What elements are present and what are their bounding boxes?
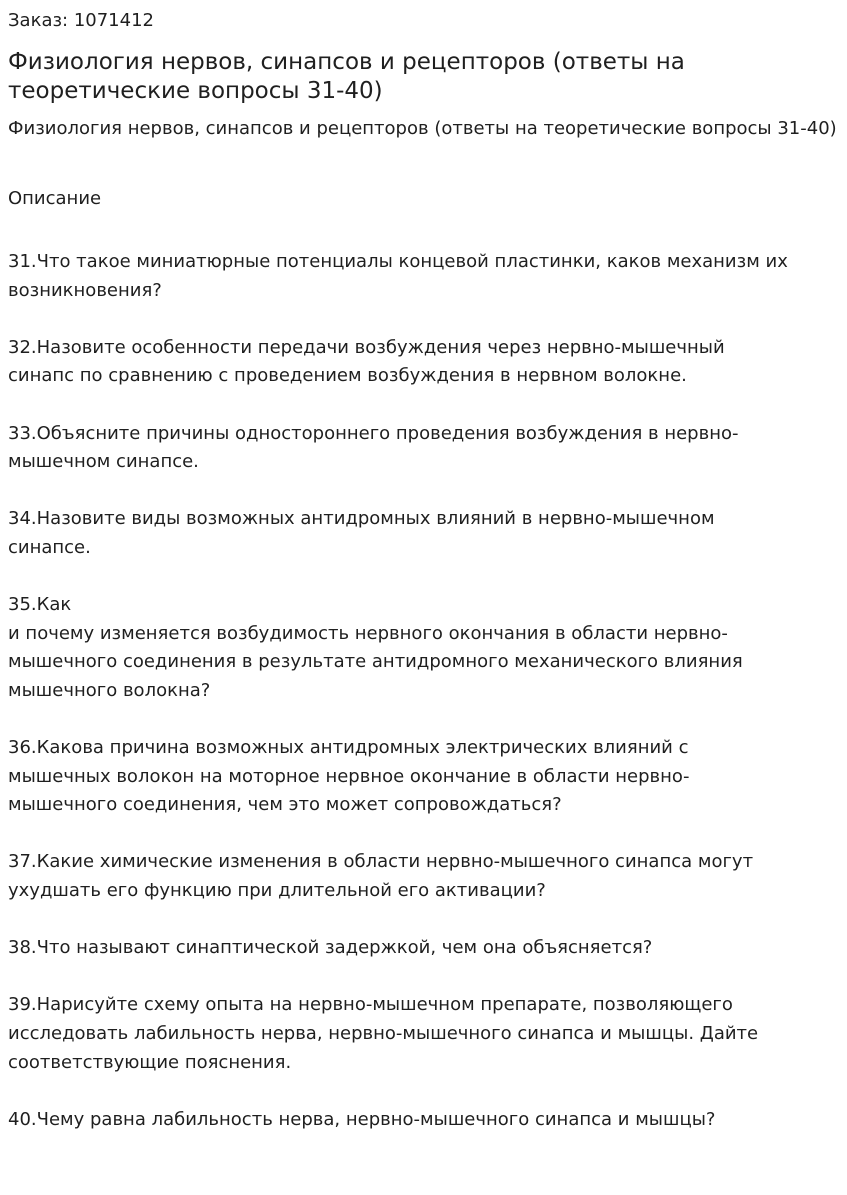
question-item: 36.Какова причина возможных антидромных электрических влияний с мышечных волокон на моторное нервное окончание в области нервно- мышечного соединения, чем это может сопровождаться? <box>8 737 690 816</box>
question-item: 31.Что такое миниатюрные потенциалы концевой пластинки, каков механизм их возникновения? <box>8 251 788 301</box>
question-item: 38.Что называют синаптической задержкой, чем она объясняется? <box>8 937 653 959</box>
page-title: Физиология нервов, синапсов и рецепторов (ответы на теоретические вопросы 31-40) <box>8 49 685 104</box>
question-item: 35.Как и почему изменяется возбудимость нервного окончания в области нервно- мышечного соединения в результате антидромного механического влияния мышечного волокна? <box>8 594 743 701</box>
question-item: 39.Нарисуйте схему опыта на нервно-мышечном препарате, позволяющего исследовать лабильность нерва, нервно-мышечного синапса и мышцы. Дайте соответствующие пояснения. <box>8 994 759 1073</box>
question-item: 34.Назовите виды возможных антидромных влияний в нервно-мышечном синапсе. <box>8 508 715 558</box>
question-list <box>8 248 838 1163</box>
question-item: 33.Объясните причины одностороннего проведения возбуждения в нервно- мышечном синапсе. <box>8 422 739 473</box>
question-item: 37.Какие химические изменения в области нервно-мышечного синапса могут ухудшать его функцию при длительной его активации? <box>8 851 754 902</box>
page-subtitle: Физиология нервов, синапсов и рецепторов (ответы на теоретические вопросы 31-40) <box>8 118 837 139</box>
order-number: Заказ: 1071412 <box>8 10 154 31</box>
question-item: 32.Назовите особенности передачи возбуждения через нервно-мышечный синапс по сравнению с проведением возбуждения в нервном волокне. <box>8 336 725 387</box>
description-heading: Описание <box>8 188 102 209</box>
question-item: 40.Чему равна лабильность нерва, нервно-мышечного синапса и мышцы? <box>8 1108 716 1130</box>
